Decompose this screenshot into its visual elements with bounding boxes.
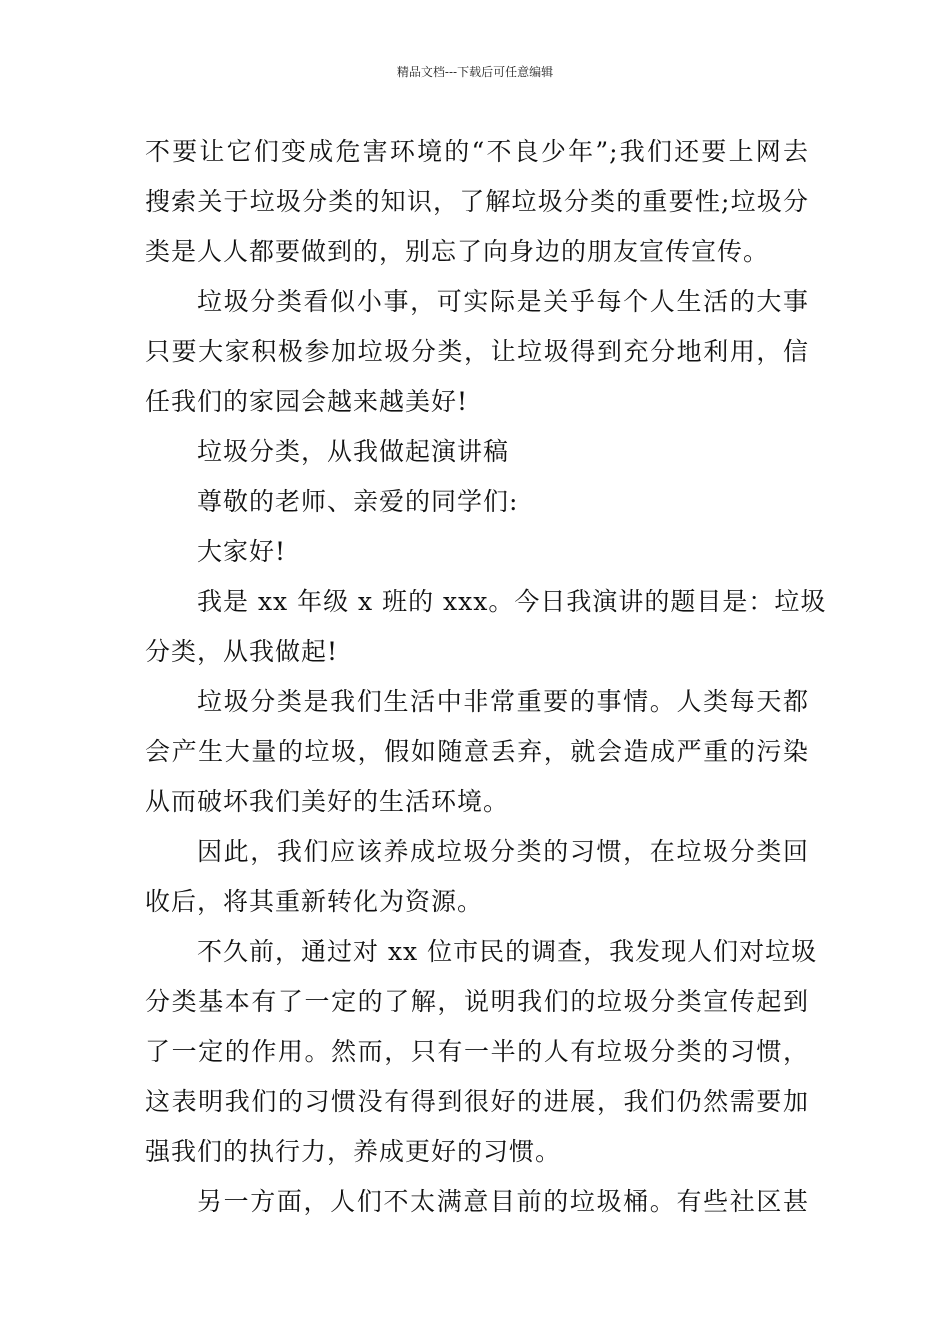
text-line: 了一定的作用。然而，只有一半的人有垃圾分类的习惯， [145,1037,809,1066]
document-body [145,127,827,1227]
text-line: 分类，从我做起! [145,637,339,666]
text-line: 这表明我们的习惯没有得到很好的进展，我们仍然需要加 [145,1087,809,1116]
text-line: 另一方面，人们不太满意目前的垃圾桶。有些社区甚 [197,1187,809,1216]
text-line: 会产生大量的垃圾，假如随意丢弃，就会造成严重的污染 [145,737,809,766]
text-line: 不久前，通过对 xx 位市民的调查，我发现人们对垃圾 [197,937,818,966]
text-line: 从而破坏我们美好的生活环境。 [145,787,510,816]
text-line: 搜索关于垃圾分类的知识，了解垃圾分类的重要性;垃圾分 [145,187,809,216]
salutation: 尊敬的老师、亲爱的同学们: [197,487,519,516]
text-line: 分类基本有了一定的了解，说明我们的垃圾分类宣传起到 [145,987,809,1016]
text-line: 类是人人都要做到的，别忘了向身边的朋友宣传宣传。 [145,237,770,266]
text-line: 任我们的家园会越来越美好! [145,387,469,416]
greeting: 大家好! [197,537,287,566]
page-header: 精品文档---下载后可任意编辑 [396,65,554,79]
text-line: 垃圾分类是我们生活中非常重要的事情。人类每天都 [197,687,809,716]
text-line: 强我们的执行力，养成更好的习惯。 [145,1137,562,1166]
text-line: 收后，将其重新转化为资源。 [145,887,484,916]
text-line: 只要大家积极参加垃圾分类，让垃圾得到充分地利用，信 [145,337,809,366]
speech-title: 垃圾分类，从我做起演讲稿 [197,437,510,466]
text-line: 我是 xx 年级 x 班的 xxx。今日我演讲的题目是：垃圾 [197,587,827,616]
text-line: 垃圾分类看似小事，可实际是关乎每个人生活的大事 [197,287,809,316]
text-line: 不要让它们变成危害环境的“不良少年”;我们还要上网去 [145,137,809,166]
text-line: 因此，我们应该养成垃圾分类的习惯，在垃圾分类回 [197,837,809,866]
